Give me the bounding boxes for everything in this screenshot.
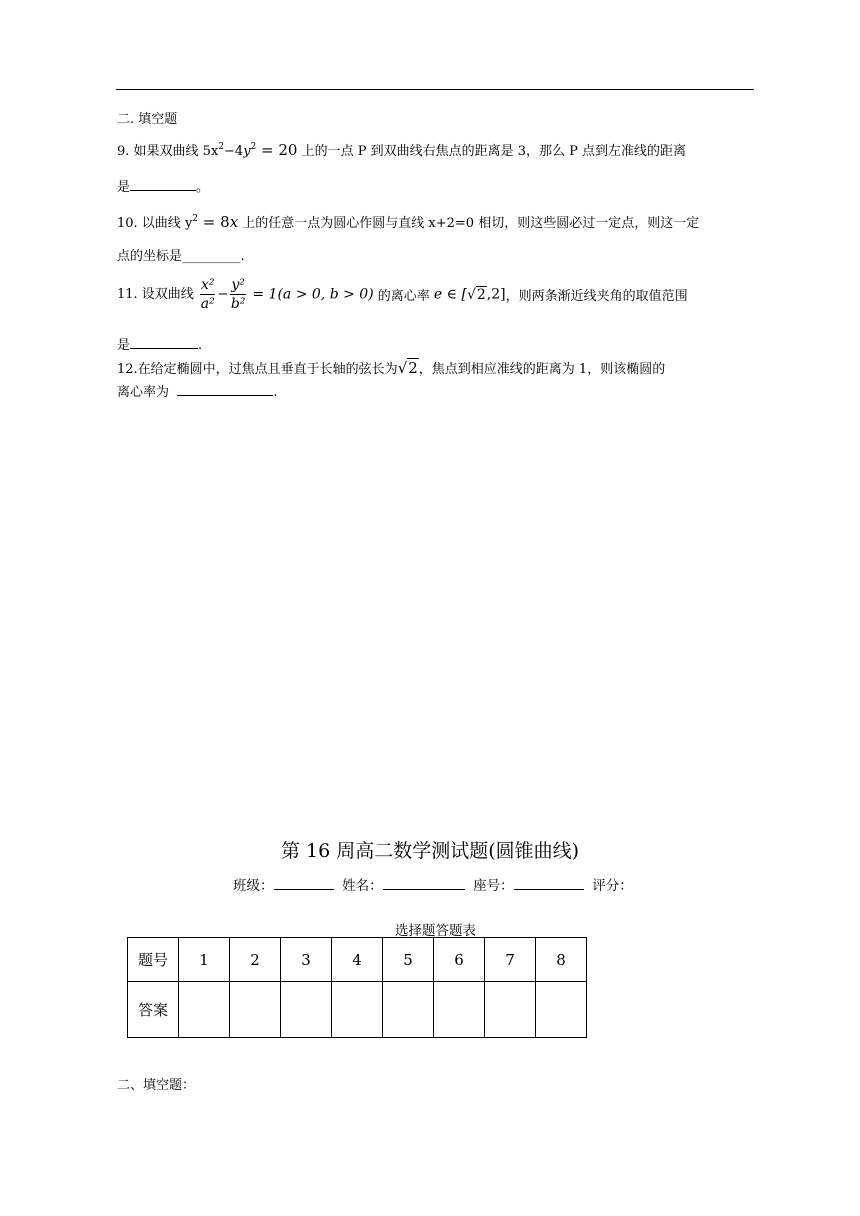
answer-cell[interactable] — [281, 982, 332, 1038]
answer-cell[interactable] — [230, 982, 281, 1038]
question-number: 3 — [281, 938, 332, 982]
row-head-question-number: 题号 — [128, 938, 179, 982]
question-10-line2: 点的坐标是_________. — [117, 249, 245, 264]
answer-table — [127, 937, 587, 1038]
question-9-line2: 是 。 — [117, 176, 209, 195]
question-10: 10. 以曲线 $y^2 = 8x$ 上的任意一点为圆心作圆与直线 x+2=0 相切，则这些圆必过一定点，则这一定 — [117, 213, 700, 231]
question-number: 6 — [434, 938, 485, 982]
table-row-numbers — [128, 938, 587, 982]
top-rule — [116, 89, 754, 90]
section2-heading: 二、填空题： — [117, 1078, 196, 1093]
class-field[interactable] — [274, 875, 334, 890]
answer-cell[interactable] — [179, 982, 230, 1038]
answer-blank-12[interactable] — [177, 382, 273, 396]
seat-field[interactable] — [514, 875, 584, 890]
question-9: 9. 如果双曲线 $5x^2-4y^2 = 20$ 上的一点 P 到双曲线右焦点的距离是 3，那么 P 点到左准线的距离 — [117, 141, 687, 159]
answer-cell[interactable] — [434, 982, 485, 1038]
sqrt-2: √2 — [466, 286, 486, 303]
test-title: 第 16 周高二数学测试题(圆锥曲线) — [280, 840, 580, 862]
question-12-line2: 离心率为 . — [117, 381, 277, 400]
question-11-line2: 是 . — [117, 334, 202, 353]
section-heading: 二. 填空题 — [117, 112, 178, 127]
question-number: 2 — [230, 938, 281, 982]
question-number: 8 — [536, 938, 587, 982]
question-11: 11. 设双曲线 $\frac{\text{x²}}{\text{a²}}$ − $\frac{\text{y²}}{\text{b²}}$ = 1(a > 0, b > 0) 的离心率 e ∈ [√2,2]，则两条渐近线夹角的取值范围 — [117, 277, 688, 312]
row-head-answer: 答案 — [128, 982, 179, 1038]
answer-cell[interactable] — [383, 982, 434, 1038]
name-field[interactable] — [383, 875, 465, 890]
table-row-answers — [128, 982, 587, 1038]
question-12: 12.在给定椭圆中，过焦点且垂直于长轴的弦长为√2，焦点到相应准线的距离为 1，则该椭圆的 — [117, 359, 666, 377]
fraction-y2-b2: $\frac{\text{y²}}{\text{b²}}$ — [230, 277, 246, 312]
question-number: 5 — [383, 938, 434, 982]
answer-cell[interactable] — [536, 982, 587, 1038]
answer-blank-11[interactable] — [130, 335, 198, 349]
table-caption: 选择题答题表 — [395, 923, 476, 939]
student-info-line: 班级： 姓名： 座号： 评分： — [233, 874, 633, 894]
question-number: 7 — [485, 938, 536, 982]
answer-cell[interactable] — [332, 982, 383, 1038]
question-number: 1 — [179, 938, 230, 982]
question-number: 4 — [332, 938, 383, 982]
answer-blank-9[interactable] — [130, 177, 196, 191]
answer-cell[interactable] — [485, 982, 536, 1038]
answer-blank-10[interactable]: _________ — [182, 249, 241, 264]
sqrt-2-q12: √2 — [397, 359, 418, 377]
fraction-x2-a2: $\frac{\text{x²}}{\text{a²}}$ — [200, 277, 215, 312]
